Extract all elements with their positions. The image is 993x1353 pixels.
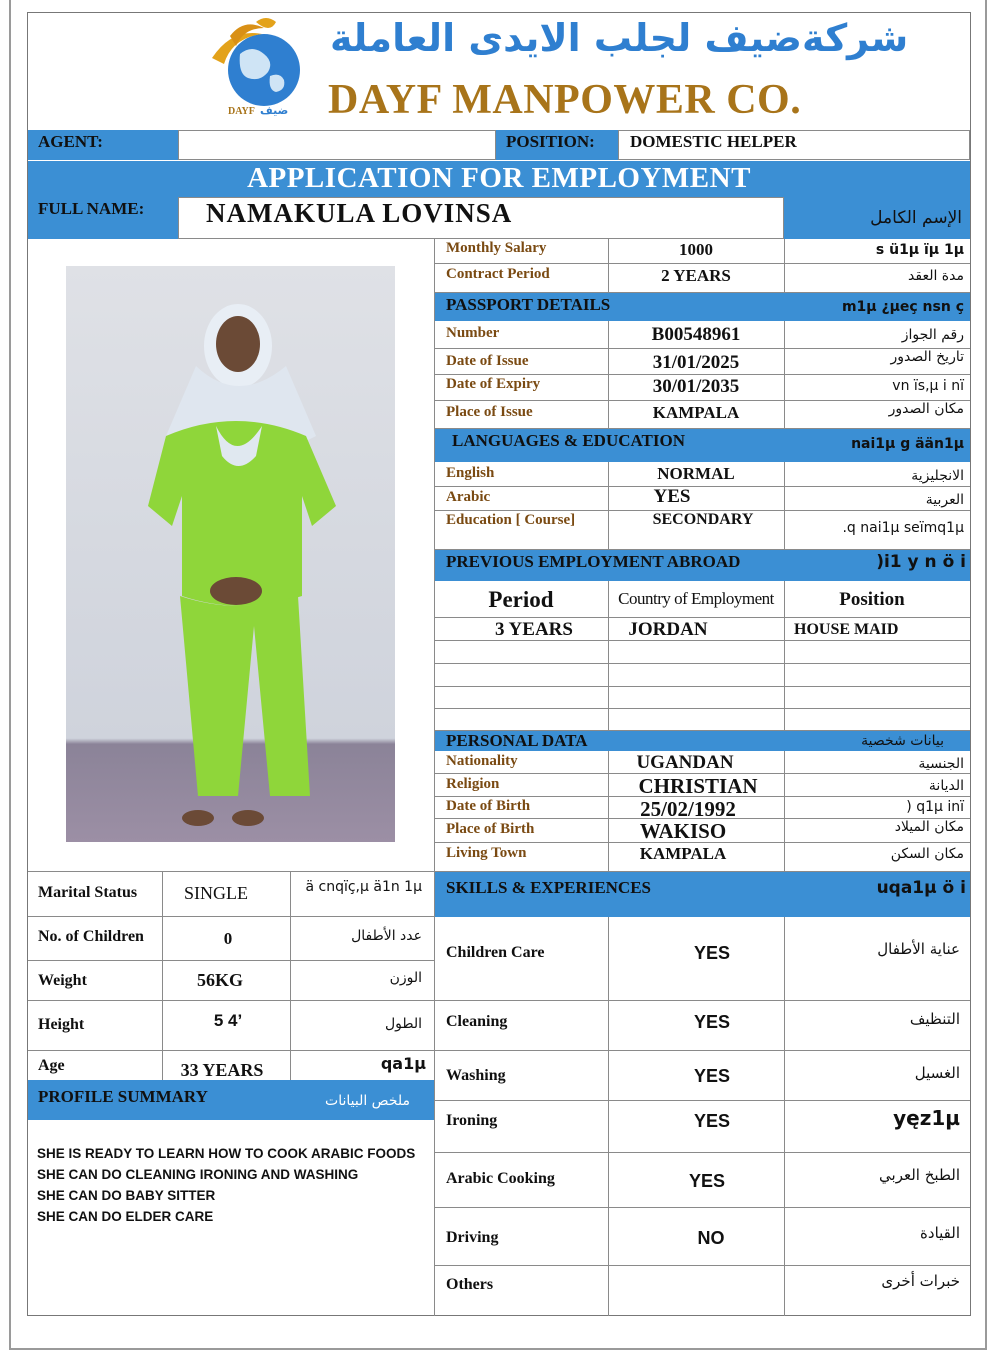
skill-others-arabic: خبرات أخرى [881, 1272, 960, 1290]
skill-children-arabic: عناية الأطفال [877, 940, 960, 958]
col-country: Country of Employment [618, 589, 774, 608]
issue-place-arabic: مكان الصدور [888, 401, 964, 417]
full-name-arabic: الإسم الكامل [870, 208, 962, 228]
passport-number-label: Number [446, 325, 500, 341]
salary-value: 1000 [679, 240, 713, 259]
skill-washing-arabic: الغسيل [914, 1064, 960, 1082]
profile-summary-header: PROFILE SUMMARY [38, 1087, 208, 1106]
company-english-name: DAYF MANPOWER CO. [328, 77, 802, 123]
logo-globe-icon [200, 14, 312, 122]
skill-cleaning-arabic: التنظيف [909, 1010, 960, 1028]
logo-text: DAYF [228, 106, 255, 117]
religion-arabic: الديانة [928, 778, 964, 794]
col-position: Position [839, 589, 905, 610]
height-label: Height [38, 1016, 85, 1033]
pob-arabic: مكان الميلاد [894, 819, 964, 835]
issue-date-value: 31/01/2025 [652, 352, 740, 373]
dob-value: 25/02/1992 [640, 797, 736, 821]
marital-status-arabic: ä cnqïç,µ ä1n 1µ [305, 879, 422, 895]
dob-label: Date of Birth [446, 798, 531, 814]
personal-data-header: PERSONAL DATA [446, 731, 588, 750]
passport-header: PASSPORT DETAILS [446, 295, 611, 314]
profile-summary-header-arabic: ملخص البيانات [325, 1093, 410, 1109]
expiry-date-label: Date of Expiry [446, 376, 541, 392]
skill-driving-value: NO [697, 1228, 725, 1248]
expiry-date-arabic: vn ïs,µ i nï [892, 378, 964, 394]
religion-value: CHRISTIAN [638, 774, 758, 798]
company-arabic-name: شركةضيف لجلب الايدى العاملة [330, 16, 909, 60]
living-town-value: KAMPALA [639, 844, 727, 863]
personal-data-header-arabic: بيانات شخصية [861, 733, 944, 749]
applicant-photo [66, 266, 395, 842]
children-value: 0 [223, 929, 233, 948]
education-label: Education [ Course] [446, 512, 576, 528]
logo-arabic-text: ضيف [260, 104, 289, 117]
passport-header-arabic: m1µ ¿µeç nsn ç [841, 299, 964, 315]
full-name-label: FULL NAME: [38, 199, 145, 218]
weight-label: Weight [38, 972, 87, 989]
marital-status-label: Marital Status [38, 884, 138, 901]
agent-label: AGENT: [38, 132, 103, 151]
skill-ironing-label: Ironing [446, 1112, 498, 1129]
height-value: 5 4’ [213, 1011, 243, 1030]
english-value: NORMAL [657, 464, 735, 483]
children-label: No. of Children [38, 928, 144, 945]
previous-employment-header-arabic: )i1 y n ö i [876, 552, 966, 572]
profile-line-3: SHE CAN DO BABY SITTER [37, 1188, 216, 1203]
full-name-value: NAMAKULA LOVINSA [206, 198, 513, 228]
passport-number-value: B00548961 [651, 324, 741, 345]
languages-header: LANGUAGES & EDUCATION [452, 431, 685, 450]
issue-place-label: Place of Issue [446, 404, 533, 420]
age-value: 33 YEARS [180, 1060, 264, 1080]
marital-status-value: SINGLE [184, 883, 248, 903]
skill-washing-label: Washing [446, 1067, 506, 1084]
arabic-label: Arabic [446, 489, 491, 505]
prev-period-value: 3 YEARS [495, 619, 573, 640]
company-logo [200, 14, 312, 122]
height-arabic: الطول [384, 1016, 422, 1032]
languages-header-arabic: nai1µ g ään1µ [851, 436, 964, 452]
nationality-arabic: الجنسية [918, 756, 964, 772]
skill-ironing-arabic: yęz1µ [893, 1106, 960, 1130]
issue-date-arabic: تاريخ الصدور [890, 349, 964, 365]
skill-cleaning-value: YES [693, 1012, 731, 1032]
contract-period-arabic: مدة العقد [908, 268, 964, 284]
position-value: DOMESTIC HELPER [630, 132, 797, 151]
person-photo-icon [66, 266, 395, 842]
skills-header: SKILLS & EXPERIENCES [446, 878, 652, 897]
contract-period-value: 2 YEARS [661, 266, 731, 285]
children-arabic: عدد الأطفال [351, 928, 422, 944]
living-town-arabic: مكان السكن [890, 846, 964, 862]
pob-value: WAKISO [639, 819, 727, 843]
english-label: English [446, 465, 495, 481]
skill-children-value: YES [693, 943, 731, 963]
weight-value: 56KG [196, 970, 243, 990]
agent-field[interactable] [178, 130, 496, 160]
religion-label: Religion [446, 776, 500, 792]
age-arabic: qa1µ [380, 1054, 426, 1073]
skill-cooking-value: YES [688, 1171, 726, 1191]
skill-others-label: Others [446, 1276, 494, 1293]
profile-line-2: SHE CAN DO CLEANING IRONING AND WASHING [37, 1167, 359, 1182]
issue-place-value: KAMPALA [652, 403, 740, 422]
arabic-arabic: العربية [925, 492, 964, 508]
living-town-label: Living Town [446, 845, 527, 861]
dob-arabic: ) q1µ inï [906, 799, 964, 815]
skill-cooking-label: Arabic Cooking [446, 1170, 555, 1187]
contract-period-label: Contract Period [446, 266, 550, 282]
salary-arabic: s ü1µ ïµ 1µ [875, 242, 964, 258]
education-arabic: .q nai1µ seïmq1µ [842, 520, 964, 536]
skill-washing-value: YES [693, 1066, 731, 1086]
previous-employment-header: PREVIOUS EMPLOYMENT ABROAD [446, 552, 741, 571]
english-arabic: الانجليزية [911, 468, 964, 484]
skill-cooking-arabic: الطبخ العربي [879, 1166, 960, 1184]
expiry-date-value: 30/01/2035 [652, 376, 740, 397]
skill-driving-arabic: القيادة [920, 1224, 960, 1242]
education-value: SECONDARY [652, 511, 754, 528]
nationality-value: UGANDAN [636, 752, 734, 773]
prev-position-value: HOUSE MAID [794, 621, 899, 638]
skills-header-arabic: uqa1µ ö i [876, 878, 966, 898]
profile-line-1: SHE IS READY TO LEARN HOW TO COOK ARABIC FOODS [37, 1146, 416, 1161]
arabic-value: YES [653, 486, 691, 507]
weight-arabic: الوزن [389, 970, 422, 986]
col-period: Period [488, 587, 554, 612]
pob-label: Place of Birth [446, 821, 535, 837]
nationality-label: Nationality [446, 753, 518, 769]
position-label: POSITION: [506, 132, 595, 151]
skill-ironing-value: YES [693, 1111, 731, 1131]
issue-date-label: Date of Issue [446, 353, 529, 369]
profile-line-4: SHE CAN DO ELDER CARE [37, 1209, 214, 1224]
age-label: Age [38, 1057, 65, 1074]
skill-children-label: Children Care [446, 944, 545, 961]
prev-country-value: JORDAN [628, 619, 708, 640]
skill-cleaning-label: Cleaning [446, 1013, 508, 1030]
salary-label: Monthly Salary [446, 240, 547, 256]
page-title: APPLICATION FOR EMPLOYMENT [247, 162, 751, 194]
passport-number-arabic: رقم الجواز [901, 327, 964, 343]
skill-driving-label: Driving [446, 1229, 499, 1246]
